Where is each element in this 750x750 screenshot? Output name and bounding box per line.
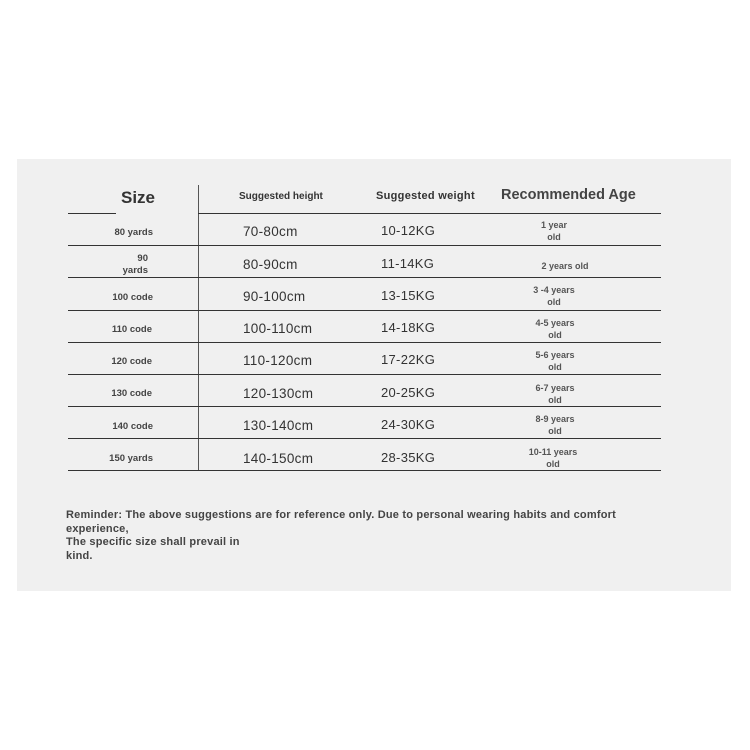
age-cell [522, 446, 584, 470]
age-cell [527, 413, 583, 437]
weight-cell: 14-18KG [381, 320, 436, 335]
height-cell: 130-140cm [243, 418, 314, 433]
height-cell: 110-120cm [243, 353, 313, 368]
size-line: 90 [137, 253, 148, 264]
age-line: 10-11 years [528, 447, 578, 457]
header-suggested-weight: Suggested weight [376, 190, 475, 202]
row-divider [68, 342, 661, 343]
row-divider [68, 470, 661, 471]
age-line: old [548, 362, 562, 372]
age-line: old [548, 330, 562, 340]
age-line: old [546, 459, 560, 469]
height-cell: 70-80cm [243, 224, 298, 239]
header-suggested-height: Suggested height [239, 191, 323, 202]
weight-cell: 24-30KG [381, 417, 436, 432]
age-cell [527, 317, 583, 341]
weight-cell: 17-22KG [381, 352, 436, 367]
age-line: 1 year [540, 220, 568, 230]
weight-cell: 20-25KG [381, 385, 436, 400]
height-cell: 120-130cm [243, 386, 314, 401]
header-size: Size [121, 188, 156, 207]
size-cell: 130 code [111, 388, 152, 399]
size-cell [95, 253, 148, 277]
age-line: 3 -4 years [533, 285, 575, 295]
row-divider [68, 310, 661, 311]
age-line: 8-9 years [535, 414, 575, 424]
size-cell: 80 yards [114, 227, 153, 238]
weight-cell: 13-15KG [381, 288, 436, 303]
weight-cell: 10-12KG [381, 223, 436, 238]
header-recommended-age: Recommended Age [501, 187, 636, 203]
height-cell: 100-110cm [243, 321, 313, 336]
age-cell [526, 284, 582, 308]
reminder-line: Reminder: The above suggestions are for reference only. Due to personal wearing habits and comfort [66, 509, 616, 521]
row-divider [198, 213, 661, 214]
age-cell: 2 years old [541, 261, 589, 271]
height-cell: 140-150cm [243, 451, 314, 466]
age-line: 4-5 years [535, 318, 575, 328]
age-cell [529, 219, 579, 243]
age-line: old [547, 297, 561, 307]
row-divider [68, 213, 116, 214]
weight-cell: 11-14KG [381, 256, 435, 271]
age-line: 5-6 years [535, 350, 575, 360]
row-divider [68, 406, 661, 407]
reminder-line: experience, [66, 522, 129, 535]
reminder-line: The specific size shall prevail in [66, 536, 240, 548]
age-cell [527, 382, 583, 406]
age-line: 6-7 years [535, 383, 575, 393]
size-cell: 120 code [111, 356, 152, 367]
row-divider [68, 245, 661, 246]
row-divider [68, 374, 661, 375]
age-line: old [548, 395, 562, 405]
reminder-line: kind. [66, 549, 93, 562]
row-divider [68, 277, 661, 278]
age-line: old [548, 426, 562, 436]
row-divider [68, 438, 661, 439]
size-cell: 100 code [112, 292, 153, 303]
reminder-note [66, 509, 626, 563]
age-line: old [547, 232, 561, 242]
age-cell [527, 349, 583, 373]
size-line: yards [122, 265, 148, 276]
size-cell: 150 yards [109, 453, 153, 464]
column-divider [198, 185, 199, 471]
height-cell: 90-100cm [243, 289, 306, 304]
size-cell: 110 code [111, 324, 152, 335]
height-cell: 80-90cm [243, 257, 298, 272]
size-cell: 140 code [112, 421, 153, 432]
weight-cell: 28-35KG [381, 450, 436, 465]
